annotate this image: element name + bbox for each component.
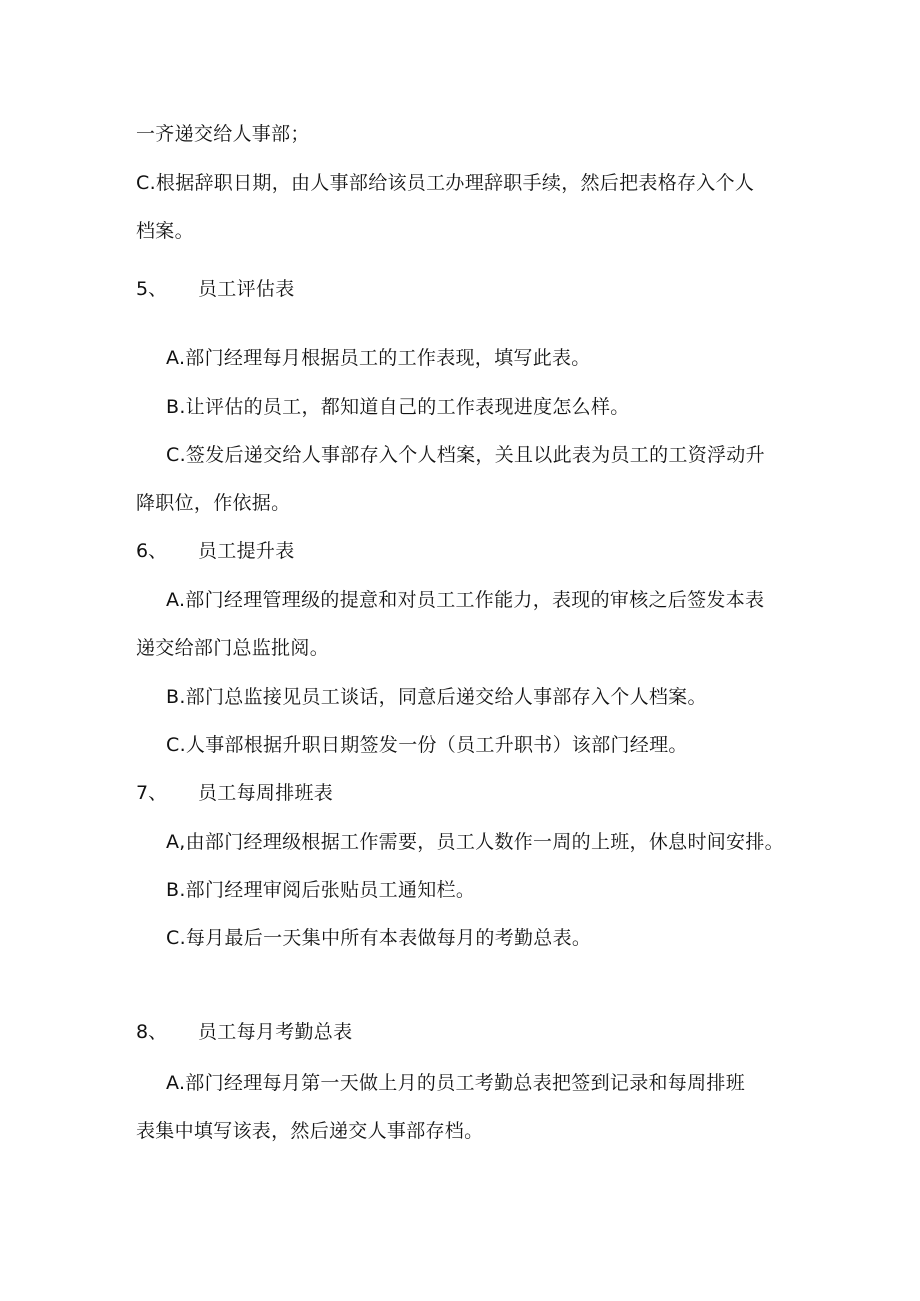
section-6-title: 员工提升表 xyxy=(198,540,295,562)
section-6-item-a: A.部门经理管理级的提意和对员工工作能力，表现的审核之后签发本表 xyxy=(166,589,765,611)
section-5-number: 5、 xyxy=(136,278,168,300)
section-5-item-c: C.签发后递交给人事部存入个人档案，关且以此表为员工的工资浮动升 xyxy=(166,444,765,466)
section-5-item-b: B.让评估的员工，都知道自己的工作表现进度怎么样。 xyxy=(166,396,630,418)
section-7-number: 7、 xyxy=(136,782,168,804)
section-7-item-b: B.部门经理审阅后张贴员工通知栏。 xyxy=(166,879,476,901)
section-8-title: 员工每月考勤总表 xyxy=(198,1021,353,1043)
section-6-number: 6、 xyxy=(136,540,168,562)
section-7-item-c: C.每月最后一天集中所有本表做每月的考勤总表。 xyxy=(166,927,592,949)
section-7-title: 员工每周排班表 xyxy=(198,782,334,804)
section-5-item-c-cont: 降职位，作依据。 xyxy=(136,492,291,514)
section-8-item-a: A.部门经理每月第一天做上月的员工考勤总表把签到记录和每周排班 xyxy=(166,1072,746,1094)
section-6-item-a-cont: 递交给部门总监批阅。 xyxy=(136,637,330,659)
section-8-item-a-cont: 表集中填写该表，然后递交人事部存档。 xyxy=(136,1120,484,1142)
section-7-item-a: A,由部门经理级根据工作需要，员工人数作一周的上班，休息时间安排。 xyxy=(166,831,784,853)
intro-line-2: C.根据辞职日期，由人事部给该员工办理辞职手续，然后把表格存入个人 xyxy=(136,172,755,194)
intro-line-1: 一齐递交给人事部； xyxy=(136,123,310,145)
section-5-title: 员工评估表 xyxy=(198,278,295,300)
section-8-number: 8、 xyxy=(136,1021,168,1043)
intro-line-3: 档案。 xyxy=(136,220,194,242)
section-6-item-c: C.人事部根据升职日期签发一份（员工升职书）该部门经理。 xyxy=(166,734,688,756)
section-5-item-a: A.部门经理每月根据员工的工作表现，填写此表。 xyxy=(166,347,591,369)
section-6-item-b: B.部门总监接见员工谈话，同意后递交给人事部存入个人档案。 xyxy=(166,686,707,708)
